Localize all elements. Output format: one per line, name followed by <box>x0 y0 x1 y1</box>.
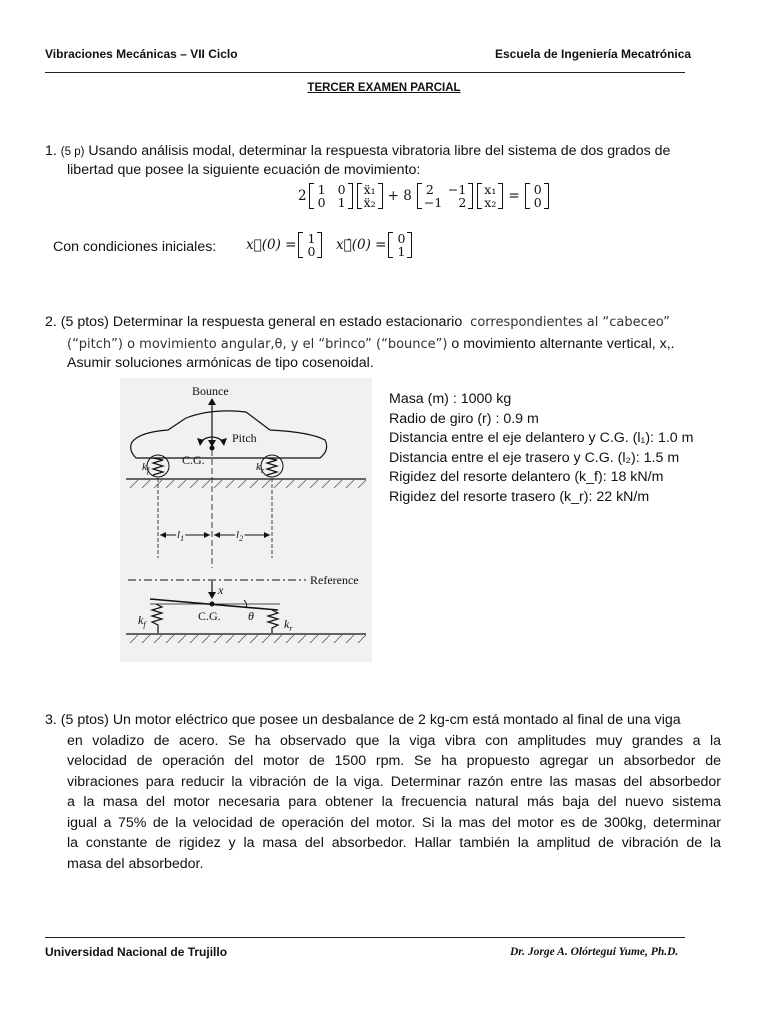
q3-line: vibraciones para reducir la vibración de la viga. Determinar razón entre las masas del absorbedor <box>67 773 721 790</box>
q3-line: en voladizo de acero. Se ha observado que la viga vibra con amplitudes muy grandes a la <box>67 732 721 749</box>
param-front-stiffness: Rigidez del resorte delantero (k_f): 18 kN/m <box>389 469 664 485</box>
q3-line: velocidad de operación del motor de 1500 rpm. Se ha propuesto agregar un absorbedor de <box>67 753 721 769</box>
reference-label: Reference <box>310 573 359 587</box>
car-pitch-bounce-figure <box>120 378 372 662</box>
kr-label-top: $k_r$ <box>256 461 265 475</box>
eq-accel-vector: ẍ₁ ẍ₂ <box>357 183 383 209</box>
l1-label: $l_1$ <box>177 529 185 543</box>
header-rule <box>45 72 685 73</box>
q1-initial-conditions-label: Con condiciones iniciales: <box>53 239 217 255</box>
kf-label-bottom: $k_f$ <box>138 613 146 629</box>
kf-label-top: $k_f$ <box>142 461 150 475</box>
eq-stiffness-matrix: 2 −1 −1 2 <box>417 183 473 209</box>
q1-equation <box>298 183 551 209</box>
kr-label-bottom: $k_r$ <box>284 617 293 633</box>
footer-author: Dr. Jorge A. Olórtegui Yume, Ph.D. <box>510 946 679 958</box>
pitch-label: Pitch <box>232 431 257 445</box>
q1-points: (5 p) <box>60 146 85 158</box>
footer-rule <box>45 937 685 938</box>
q1-ic-velocity: x⃗̇(0) = 0 1 <box>336 232 414 258</box>
q2-parameters <box>389 390 693 507</box>
q2-line3: Asumir soluciones armónicas de tipo cosenoidal. <box>67 355 374 371</box>
cg-label-top: C.G. <box>182 453 205 467</box>
exam-title: TERCER EXAMEN PARCIAL <box>307 82 461 94</box>
eq-coef1: 2 <box>298 188 307 204</box>
param-gyration-radius: Radio de giro (r) : 0.9 m <box>389 410 539 427</box>
theta-label: θ <box>248 609 254 623</box>
q2-line1: 2. (5 ptos) Determinar la respuesta general en estado estacionario correspondientes al “cabeceo” <box>45 314 670 330</box>
q3-line: 3. (5 ptos) Un motor eléctrico que posee un desbalance de 2 kg-cm está montado al final de una viga <box>45 712 681 728</box>
q2-line2: (“pitch”) o movimiento angular,θ, y el “brinco” (“bounce”) o movimiento alternante vertical, x,. <box>67 336 675 352</box>
header-school: Escuela de Ingeniería Mecatrónica <box>495 47 692 61</box>
q1-ic-displacement: x⃗(0) = 1 0 <box>246 232 324 258</box>
param-mass: Masa (m) : 1000 kg <box>389 391 512 407</box>
header-course: Vibraciones Mecánicas – VII Ciclo <box>45 47 238 61</box>
q1-line2: libertad que posee la siguiente ecuación de movimiento: <box>67 162 421 178</box>
x-label: x <box>218 583 224 597</box>
param-rear-stiffness: Rigidez del resorte trasero (k_r): 22 kN/m <box>389 488 650 505</box>
footer-university: Universidad Nacional de Trujillo <box>45 945 228 959</box>
l2-label: $l_2$ <box>236 529 244 543</box>
q1-text-1: Usando análisis modal, determinar la respuesta vibratoria libre del sistema de dos grados de <box>88 143 671 159</box>
q3-line: igual a 75% de la velocidad de operación del motor. Si la mas del motor es de 300kg, determinar <box>67 814 721 831</box>
bounce-label: Bounce <box>192 384 229 398</box>
eq-plus: + 8 <box>387 188 412 204</box>
q3-line: masa del absorbedor. <box>67 855 204 872</box>
eq-mass-matrix: 1 0 0 1 <box>309 183 353 209</box>
eq-disp-vector: x₁ x₂ <box>477 183 503 209</box>
q1-line1 <box>45 142 735 163</box>
eq-equals: = <box>508 188 520 204</box>
q3-line: la constante de rigidez y la masa del absorbedor. Hallar también la amplitud de vibración de la <box>67 835 721 851</box>
q1-number: 1. <box>45 143 57 159</box>
param-front-distance: Distancia entre el eje delantero y C.G. (l₁): 1.0 m <box>389 430 694 446</box>
param-rear-distance: Distancia entre el eje trasero y C.G. (l₂): 1.5 m <box>389 449 680 466</box>
eq-zero-vector: 0 0 <box>525 183 549 209</box>
q3-paragraph <box>45 710 721 874</box>
q3-line: a la masa del motor necesaria para obtener la frecuencia natural más baja del nuevo sistema <box>67 794 721 810</box>
cg-label-bottom: C.G. <box>198 609 221 623</box>
